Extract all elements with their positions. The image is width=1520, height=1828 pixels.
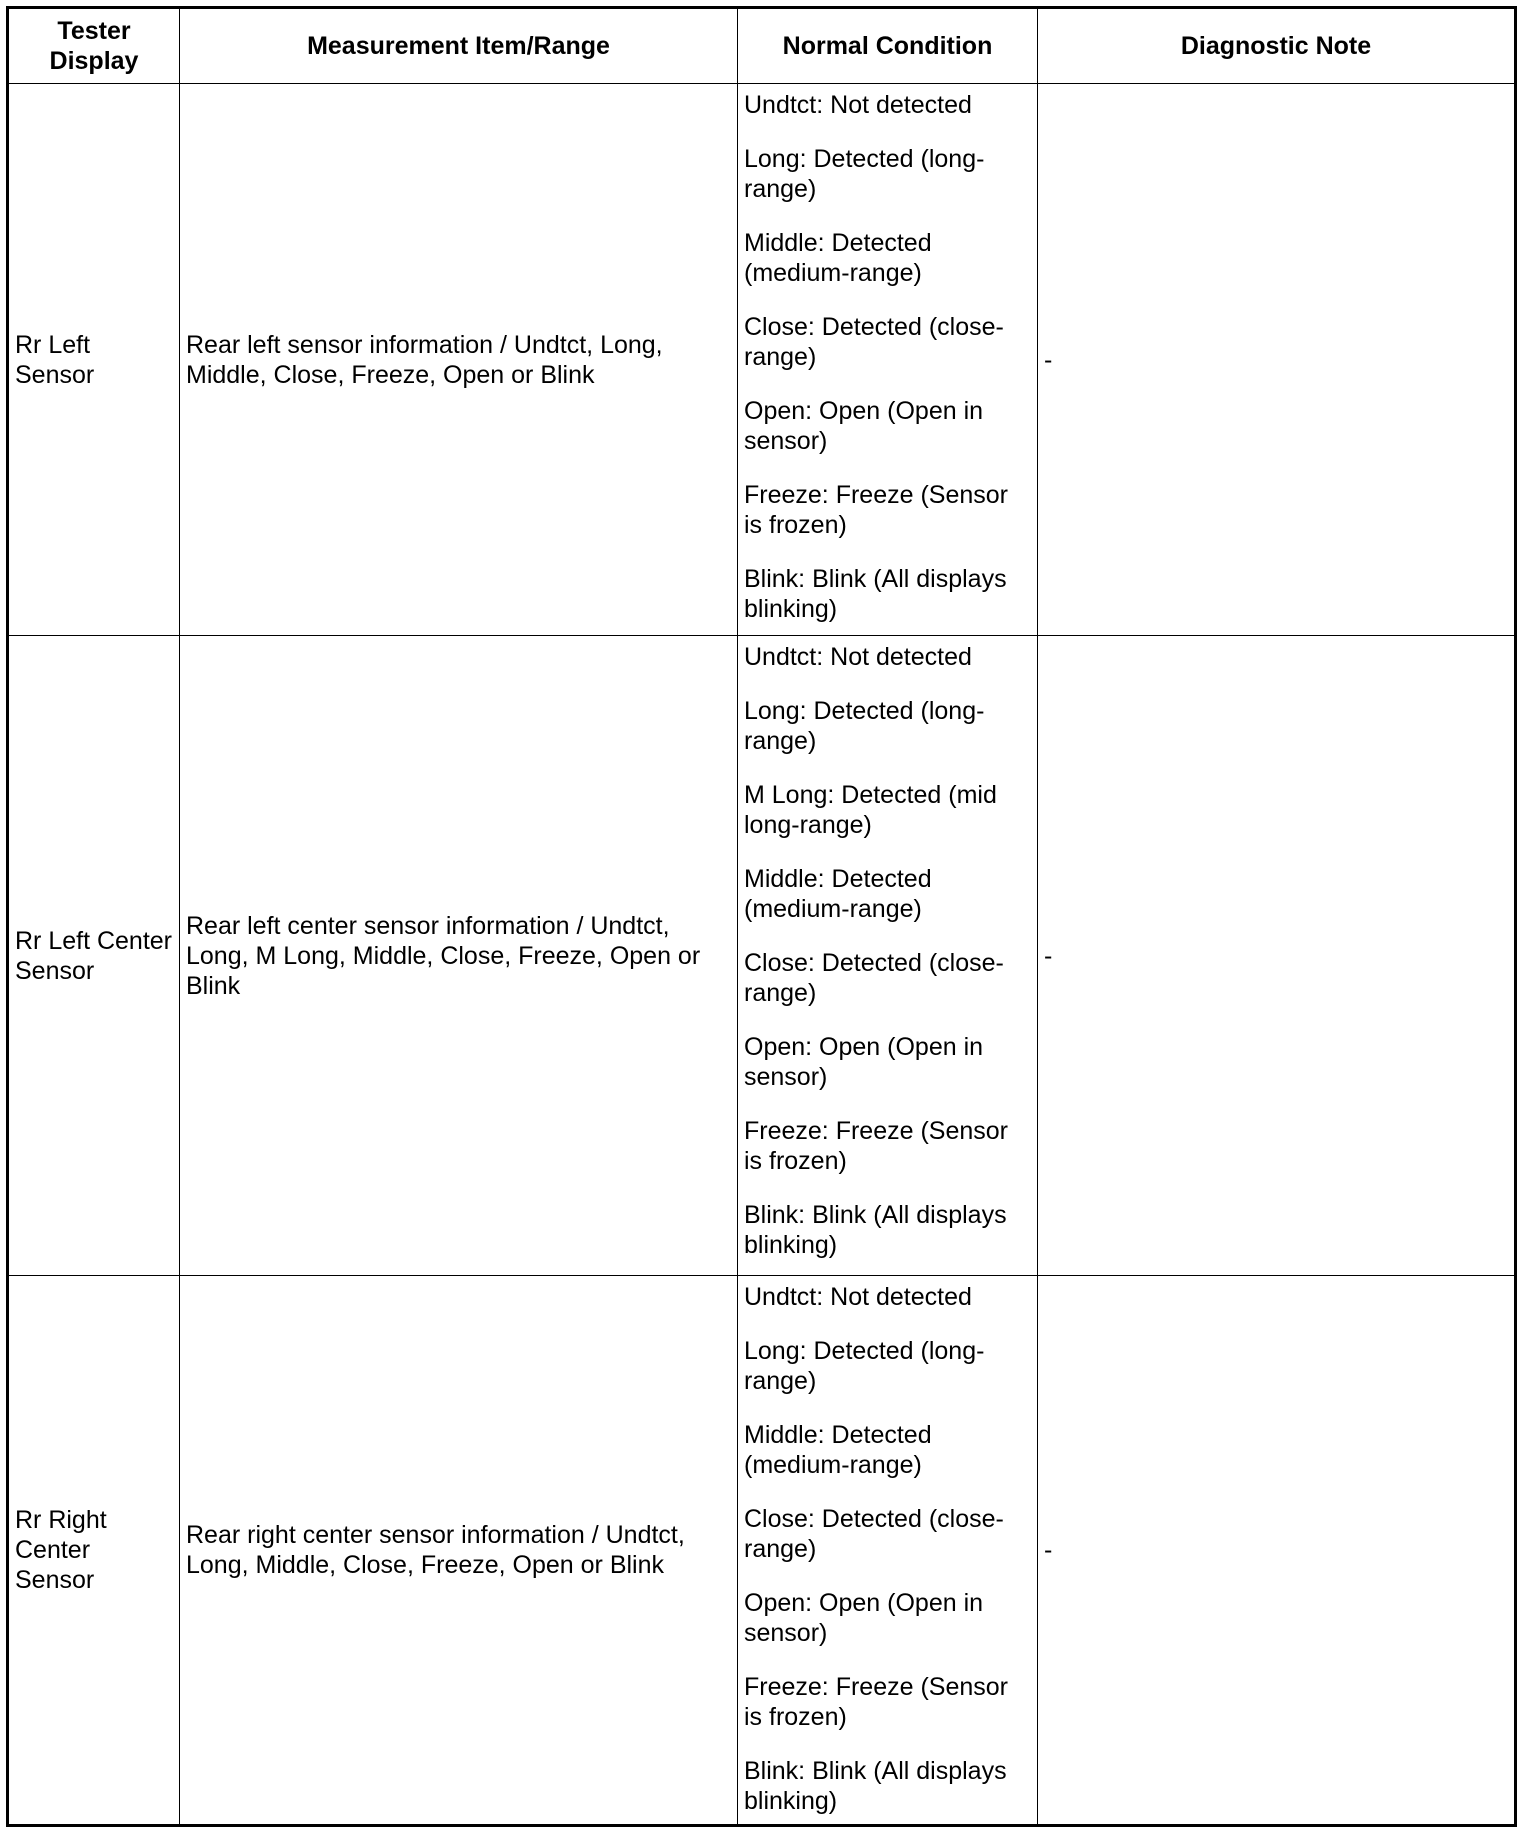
header-row bbox=[8, 8, 1516, 84]
table-row bbox=[8, 84, 1516, 636]
data-list-table-container bbox=[6, 6, 1514, 1822]
condition-item: Open: Open (Open in sensor) bbox=[744, 1589, 984, 1647]
diagnostic-note-cell: - bbox=[1038, 84, 1516, 636]
condition-item: Undtct: Not detected bbox=[744, 643, 972, 671]
condition-item: Long: Detected (long-range) bbox=[744, 145, 985, 203]
condition-item: M Long: Detected (mid long-range) bbox=[744, 781, 997, 839]
normal-condition-cell bbox=[738, 84, 1038, 636]
condition-item: Undtct: Not detected bbox=[744, 1283, 972, 1311]
header-normal-condition: Normal Condition bbox=[738, 8, 1038, 84]
measurement-cell: Rear left sensor information / Undtct, Long, Middle, Close, Freeze, Open or Blink bbox=[180, 84, 738, 636]
condition-item: Freeze: Freeze (Sensor is frozen) bbox=[744, 1117, 1008, 1175]
condition-item: Close: Detected (close-range) bbox=[744, 1505, 1004, 1563]
table-row bbox=[8, 636, 1516, 1276]
condition-item: Middle: Detected (medium-range) bbox=[744, 865, 932, 923]
condition-item: Open: Open (Open in sensor) bbox=[744, 397, 984, 455]
normal-condition-cell bbox=[738, 1276, 1038, 1826]
condition-item: Blink: Blink (All displays blinking) bbox=[744, 1757, 1007, 1815]
data-list-table bbox=[6, 6, 1517, 1827]
diagnostic-note-cell: - bbox=[1038, 1276, 1516, 1826]
condition-item: Close: Detected (close-range) bbox=[744, 313, 1004, 371]
normal-condition-cell bbox=[738, 636, 1038, 1276]
measurement-cell: Rear right center sensor information / Undtct, Long, Middle, Close, Freeze, Open or Blink bbox=[180, 1276, 738, 1826]
header-diagnostic-note: Diagnostic Note bbox=[1038, 8, 1516, 84]
table-row bbox=[8, 1276, 1516, 1826]
header-measurement-item-range: Measurement Item/Range bbox=[180, 8, 738, 84]
condition-item: Open: Open (Open in sensor) bbox=[744, 1033, 984, 1091]
diagnostic-note-cell: - bbox=[1038, 636, 1516, 1276]
condition-item: Blink: Blink (All displays blinking) bbox=[744, 1201, 1007, 1259]
tester-display-cell: Rr Right Center Sensor bbox=[8, 1276, 180, 1826]
condition-item: Middle: Detected (medium-range) bbox=[744, 1421, 932, 1479]
header-tester-display: Tester Display bbox=[8, 8, 180, 84]
measurement-cell: Rear left center sensor information / Undtct, Long, M Long, Middle, Close, Freeze, Open or Blink bbox=[180, 636, 738, 1276]
tester-display-cell: Rr Left Center Sensor bbox=[8, 636, 180, 1276]
condition-item: Long: Detected (long-range) bbox=[744, 1337, 985, 1395]
condition-item: Blink: Blink (All displays blinking) bbox=[744, 565, 1007, 623]
condition-item: Freeze: Freeze (Sensor is frozen) bbox=[744, 481, 1008, 539]
tester-display-cell: Rr Left Sensor bbox=[8, 84, 180, 636]
condition-item: Long: Detected (long-range) bbox=[744, 697, 985, 755]
condition-item: Close: Detected (close-range) bbox=[744, 949, 1004, 1007]
condition-item: Freeze: Freeze (Sensor is frozen) bbox=[744, 1673, 1008, 1731]
condition-item: Middle: Detected (medium-range) bbox=[744, 229, 932, 287]
condition-item: Undtct: Not detected bbox=[744, 91, 972, 119]
